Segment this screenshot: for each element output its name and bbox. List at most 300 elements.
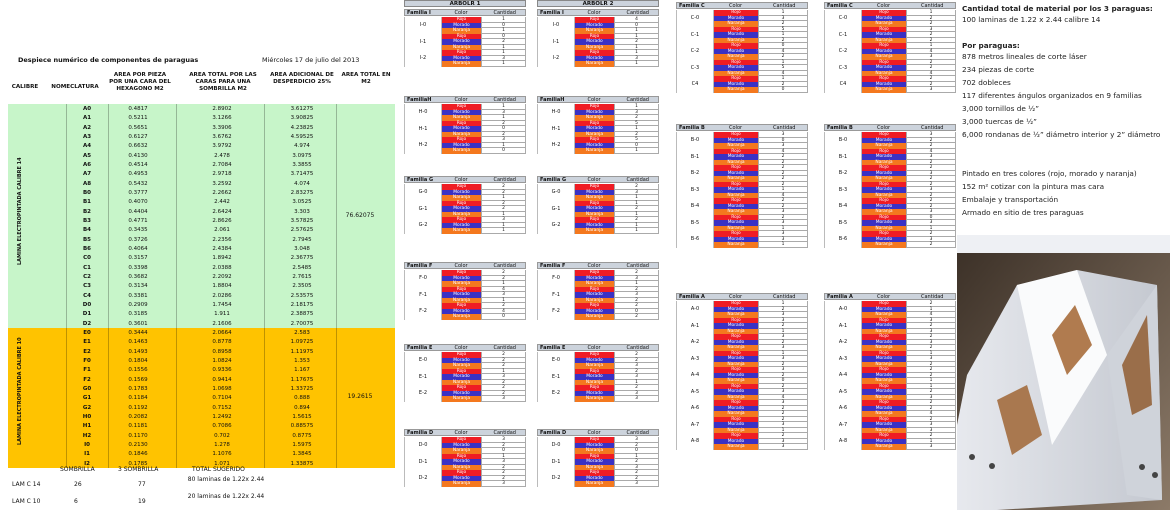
area-total: 2.0286 [212,292,232,299]
color-col-header: Color [454,263,468,269]
area-total: 0.9414 [212,376,232,383]
color-cell: Rojo [714,384,758,390]
color-cell: Morado [575,39,614,45]
part-code: F2 [83,376,91,383]
table-row [8,405,395,413]
qty-cell: 1 [481,115,526,121]
qty-cell: 1 [906,307,956,313]
qty-cell: 1 [481,281,526,287]
color-cell: Naranja [442,28,481,34]
part-code: G-0 [404,184,442,201]
color-cell: Rojo [862,334,906,340]
area-total: 1.8942 [212,255,232,262]
family-header [404,9,526,16]
color-cell: Morado [575,56,614,62]
qty-table-t1 [404,0,526,510]
color-col-header: Color [877,294,891,300]
family-name: Familia C [679,3,705,9]
table-header [8,72,395,104]
part-code: G-2 [404,217,442,234]
qty-cell: 3 [906,187,956,193]
qty-cell: 3 [614,190,659,196]
part-code: I-0 [404,17,442,34]
table-row [8,433,395,441]
part-code: F-2 [404,303,442,320]
part-code: E-2 [537,385,575,402]
summary-row1-b: 77 [138,481,146,488]
area-adicional: 3.0525 [292,199,312,206]
area-total: 2.0388 [212,264,232,271]
qty-cell: 3 [614,465,659,471]
washers: 6,000 rondanas de ½” diámetro interior y 2” diámetro [962,130,1161,139]
qty-cell: 3 [758,422,808,428]
qty-cell: 2 [906,60,956,66]
qty-cell: 1 [481,45,526,51]
qty-cell: 3 [906,444,956,450]
color-cell: Morado [862,65,906,71]
qty-cell: 4 [906,149,956,155]
table-row [8,339,395,347]
cut-pieces: 234 piezas de corte [962,65,1035,74]
qty-cell: 2 [906,165,956,171]
area-total: 3.2592 [212,180,232,187]
color-cell: Rojo [442,17,481,23]
color-cell: Rojo [575,201,614,207]
color-cell: Rojo [862,318,906,324]
area-total: 1.8804 [212,283,232,290]
color-cell: Rojo [714,215,758,221]
area-pieza: 0.4064 [128,246,148,252]
qty-cell: 1 [906,439,956,445]
color-cell: Naranja [575,281,614,287]
color-cell: Naranja [442,314,481,320]
area-total: 0.9336 [212,367,232,374]
part-code: A1 [82,115,92,122]
qty-cell: 2 [481,184,526,190]
color-cell: Morado [714,16,758,22]
qty-cell: 0 [481,448,526,454]
color-cell: Morado [575,126,614,132]
qty-cell: 3 [481,56,526,62]
color-cell: Naranja [575,465,614,471]
part-code: D-2 [537,470,575,487]
qty-cell: 4 [758,395,808,401]
part-code: A5 [82,152,92,159]
color-cell: Rojo [442,470,481,476]
laser-cut-meters: 878 metros lineales de corte láser [962,52,1087,61]
qty-cell: 2 [906,334,956,340]
qty-cell: 2 [614,270,659,276]
qty-cell: 2 [906,417,956,423]
color-cell: Morado [862,32,906,38]
area-total: 2.0664 [212,330,232,336]
qty-cell: 2 [906,400,956,406]
part-code: H-0 [404,104,442,121]
qty-cell: 2 [758,154,808,160]
table-row [8,293,395,301]
color-col-header: Color [454,345,468,351]
qty-cell: 1 [758,329,808,335]
part-code: B-5 [824,215,862,232]
table-row [8,153,395,161]
part-code: A-7 [824,417,862,434]
qty-col-header: Cantidad [626,97,649,103]
area-adicional: 3.90825 [290,115,314,122]
color-cell: Rojo [714,400,758,406]
family-header [537,9,659,16]
part-code: A-1 [676,318,714,335]
area-adicional: 1.17675 [290,376,314,383]
qty-cell: 1 [614,148,659,154]
area-total: 2.061 [214,227,230,234]
color-cell: Naranja [575,228,614,234]
color-cell: Morado [442,276,481,282]
area-pieza: 0.3435 [128,227,148,234]
area-adicional: 3.57825 [290,218,314,224]
area-total: 1.278 [214,442,230,448]
color-cell: Morado [714,154,758,160]
part-code: H-2 [537,137,575,154]
qty-cell: 3 [481,110,526,116]
qty-cell: 3 [614,276,659,282]
color-cell: Naranja [714,395,758,401]
area-adicional: 2.83275 [290,190,314,196]
area-total: 0.7086 [212,423,232,430]
color-cell: Rojo [442,369,481,375]
qty-cell: 2 [614,39,659,45]
part-code: B-5 [676,215,714,232]
paint-colors: Pintado en tres colores (rojo, morado y naranja) [962,169,1137,178]
part-code: A-4 [676,367,714,384]
qty-cell: 2 [906,76,956,82]
qty-col-header: Cantidad [493,97,516,103]
color-cell: Naranja [862,54,906,60]
qty-cell: 3 [758,389,808,395]
qty-cell: 2 [614,314,659,320]
color-cell: Naranja [575,195,614,201]
family-header [404,96,526,103]
qty-cell: 3 [906,220,956,226]
part-code: A-6 [824,400,862,417]
color-cell: Rojo [862,433,906,439]
part-code: C-0 [824,10,862,27]
qty-cell: 4 [758,193,808,199]
color-cell: Rojo [442,352,481,358]
color-col-header: Color [587,430,601,436]
part-code: A-8 [676,433,714,450]
qty-cell: 3 [481,437,526,443]
qty-cell: 1 [758,226,808,232]
qty-col-header: Cantidad [626,263,649,269]
part-code: H-1 [404,121,442,138]
part-code: B-0 [676,132,714,149]
qty-cell: 2 [481,380,526,386]
part-code: B-0 [824,132,862,149]
color-cell: Naranja [862,193,906,199]
color-cell: Naranja [714,226,758,232]
area-pieza: 0.1846 [128,451,148,458]
part-code: E-0 [537,352,575,369]
header-area-m2: AREA TOTAL EN M2 [341,72,391,85]
qty-cell: 1 [614,201,659,207]
color-cell: Rojo [714,76,758,82]
color-cell: Rojo [862,132,906,138]
area-adicional: 2.36775 [290,255,314,262]
color-col-header: Color [454,97,468,103]
area-pieza: 0.5432 [128,180,148,187]
family-name: Familia D [407,430,434,436]
family-name: Familia I [540,10,564,16]
qty-cell: 1 [758,187,808,193]
screws: 3,000 tornillos de ½” [962,104,1039,113]
color-col-header: Color [877,125,891,131]
table-row [8,302,395,310]
color-cell: Rojo [575,137,614,143]
area-adicional: 2.7615 [292,274,312,280]
qty-cell: 2 [906,389,956,395]
qty-cell: 1 [758,428,808,434]
qty-cell: 1 [481,104,526,110]
qty-cell: 1 [758,351,808,357]
color-cell: Morado [862,16,906,22]
color-cell: Naranja [862,444,906,450]
color-cell: Naranja [862,87,906,93]
qty-cell: 2 [906,21,956,27]
color-cell: Naranja [714,345,758,351]
qty-cell: 1 [481,212,526,218]
area-total: 0.8958 [212,348,232,355]
area-pieza: 0.6127 [128,134,148,140]
area-pieza: 0.3601 [128,320,148,327]
area-adicional: 3.71475 [290,171,314,178]
color-cell: Naranja [442,298,481,304]
qty-cell: 1 [481,223,526,229]
part-code: B6 [82,246,92,252]
part-code: B-4 [824,198,862,215]
calibre-14-label: LAMINA ELECTROPINTADA CALIBRE 14 [17,157,23,265]
qty-cell: 1 [906,384,956,390]
area-total: 2.8902 [212,106,232,112]
color-cell: Rojo [714,334,758,340]
part-code: I-2 [404,50,442,67]
color-col-header: Color [587,97,601,103]
family-name: Familia F [540,263,566,269]
part-code: F0 [83,358,91,364]
area-pieza: 0.5651 [128,124,148,131]
color-cell: Naranja [714,160,758,166]
qty-cell: 1 [906,351,956,357]
area-adicional: 1.5975 [292,442,312,448]
qty-cell: 1 [758,32,808,38]
qty-cell: 2 [906,204,956,210]
qty-cell: 0 [481,126,526,132]
color-cell: Morado [714,323,758,329]
part-code: B-4 [676,198,714,215]
part-code: E-2 [404,385,442,402]
qty-cell: 2 [906,143,956,149]
part-code: C4 [824,76,862,93]
qty-col-header: Cantidad [493,345,516,351]
part-code: C-3 [824,60,862,77]
family-header [676,124,808,131]
part-code: C4 [83,292,91,299]
qty-cell: 2 [614,206,659,212]
packaging: Embalaje y transportación [962,195,1059,204]
part-code: F-1 [404,287,442,304]
qty-cell: 1 [481,228,526,234]
material-summary [962,0,1170,235]
color-cell: Naranja [575,45,614,51]
folds: 702 dobleces [962,78,1011,87]
qty-cell: 2 [758,176,808,182]
part-code: H-1 [537,121,575,138]
family-header [537,176,659,183]
table-row [8,274,395,282]
qty-cell: 0 [481,314,526,320]
part-code: A-4 [824,367,862,384]
family-name: Familia I [407,10,431,16]
color-cell: Naranja [442,148,481,154]
family-name: Familia F [407,263,433,269]
summary-table [8,466,395,510]
color-cell: Rojo [575,454,614,460]
color-cell: Morado [442,23,481,29]
family-name: FamiliaH [540,97,565,103]
table-row [8,377,395,385]
part-code: A7 [82,171,92,178]
qty-cell: 1 [614,228,659,234]
qty-cell: 2 [906,323,956,329]
part-code: C-1 [824,27,862,44]
area-total: 2.8626 [212,218,232,224]
qty-cell: 2 [481,190,526,196]
qty-cell: 2 [758,417,808,423]
part-code: I-2 [537,50,575,67]
part-code: A-7 [676,417,714,434]
qty-cell: 3 [758,132,808,138]
area-pieza: 0.4817 [128,106,148,112]
qty-col-header: Cantidad [626,177,649,183]
color-cell: Rojo [575,352,614,358]
qty-cell: 2 [758,21,808,27]
color-cell: Rojo [442,303,481,309]
qty-col-header: Cantidad [921,294,944,300]
table-row [8,171,395,179]
area-adicional: 4.23825 [290,124,314,131]
qty-cell: 2 [906,362,956,368]
area-adicional: 3.61275 [290,106,314,112]
area-pieza: 0.3682 [128,274,148,280]
color-cell: Rojo [714,433,758,439]
color-col-header: Color [454,10,468,16]
assembly: Armado en sitio de tres paraguas [962,208,1084,217]
color-cell: Rojo [442,454,481,460]
part-code: A0 [82,106,92,112]
qty-cell: 2 [906,433,956,439]
area-pieza: 0.2909 [128,302,148,308]
qty-cell: 2 [758,182,808,188]
color-cell: Morado [714,187,758,193]
qty-col-header: Cantidad [626,430,649,436]
color-cell: Morado [575,206,614,212]
family-header [537,96,659,103]
family-header [824,124,956,131]
area-total: 1.0824 [212,358,232,364]
qty-cell: 2 [758,198,808,204]
qty-cell: 2 [481,201,526,207]
summary-col-3-sombrilla: 3 SOMBRILLA [118,466,159,473]
part-code: A-2 [676,334,714,351]
qty-cell: 0 [614,448,659,454]
color-cell: Naranja [575,132,614,138]
area-total: 1.2492 [212,414,232,420]
color-cell: Rojo [862,43,906,49]
qty-cell: 2 [614,303,659,309]
color-cell: Morado [862,154,906,160]
part-code: H0 [82,414,92,420]
qty-cell: 2 [906,406,956,412]
qty-cell: 2 [481,276,526,282]
color-col-header: Color [587,177,601,183]
color-cell: Rojo [862,198,906,204]
color-cell: Rojo [442,201,481,207]
color-cell: Rojo [575,270,614,276]
color-cell: Naranja [862,329,906,335]
color-cell: Naranja [442,448,481,454]
color-cell: Morado [714,138,758,144]
area-total: 0.8778 [212,339,232,346]
color-cell: Naranja [442,363,481,369]
part-code: G-1 [537,201,575,218]
qty-cell: 2 [758,384,808,390]
area-total: 3.9792 [212,143,232,150]
qty-cell: 4 [481,287,526,293]
part-code: A8 [82,180,92,187]
color-cell: Naranja [862,362,906,368]
area-total: 2.442 [214,199,230,206]
color-cell: Naranja [442,115,481,121]
qty-cell: 2 [758,340,808,346]
area-total: 1.071 [214,460,230,467]
part-code: D0 [82,302,92,308]
color-cell: Naranja [575,396,614,402]
part-code: B5 [82,236,92,243]
qty-cell: 3 [614,374,659,380]
color-cell: Morado [442,391,481,397]
table-row [8,451,395,459]
qty-cell: 1 [481,298,526,304]
color-cell: Morado [442,39,481,45]
qty-cell: 2 [906,373,956,379]
part-code: A-0 [676,301,714,318]
color-cell: Rojo [442,270,481,276]
area-total: 3.6762 [212,134,232,140]
qty-cell: 3 [758,444,808,450]
color-cell: Naranja [862,38,906,44]
table-row [8,255,395,263]
color-cell: Rojo [575,437,614,443]
area-adicional: 1.11975 [290,348,314,355]
area-adicional: 2.583 [294,330,310,336]
qty-cell: 2 [758,406,808,412]
table-row [8,367,395,375]
color-cell: Morado [575,223,614,229]
qty-cell: 1 [481,28,526,34]
color-cell: Naranja [862,411,906,417]
color-cell: Naranja [862,428,906,434]
qty-cell: 3 [758,356,808,362]
area-pieza: 0.2082 [128,414,148,420]
